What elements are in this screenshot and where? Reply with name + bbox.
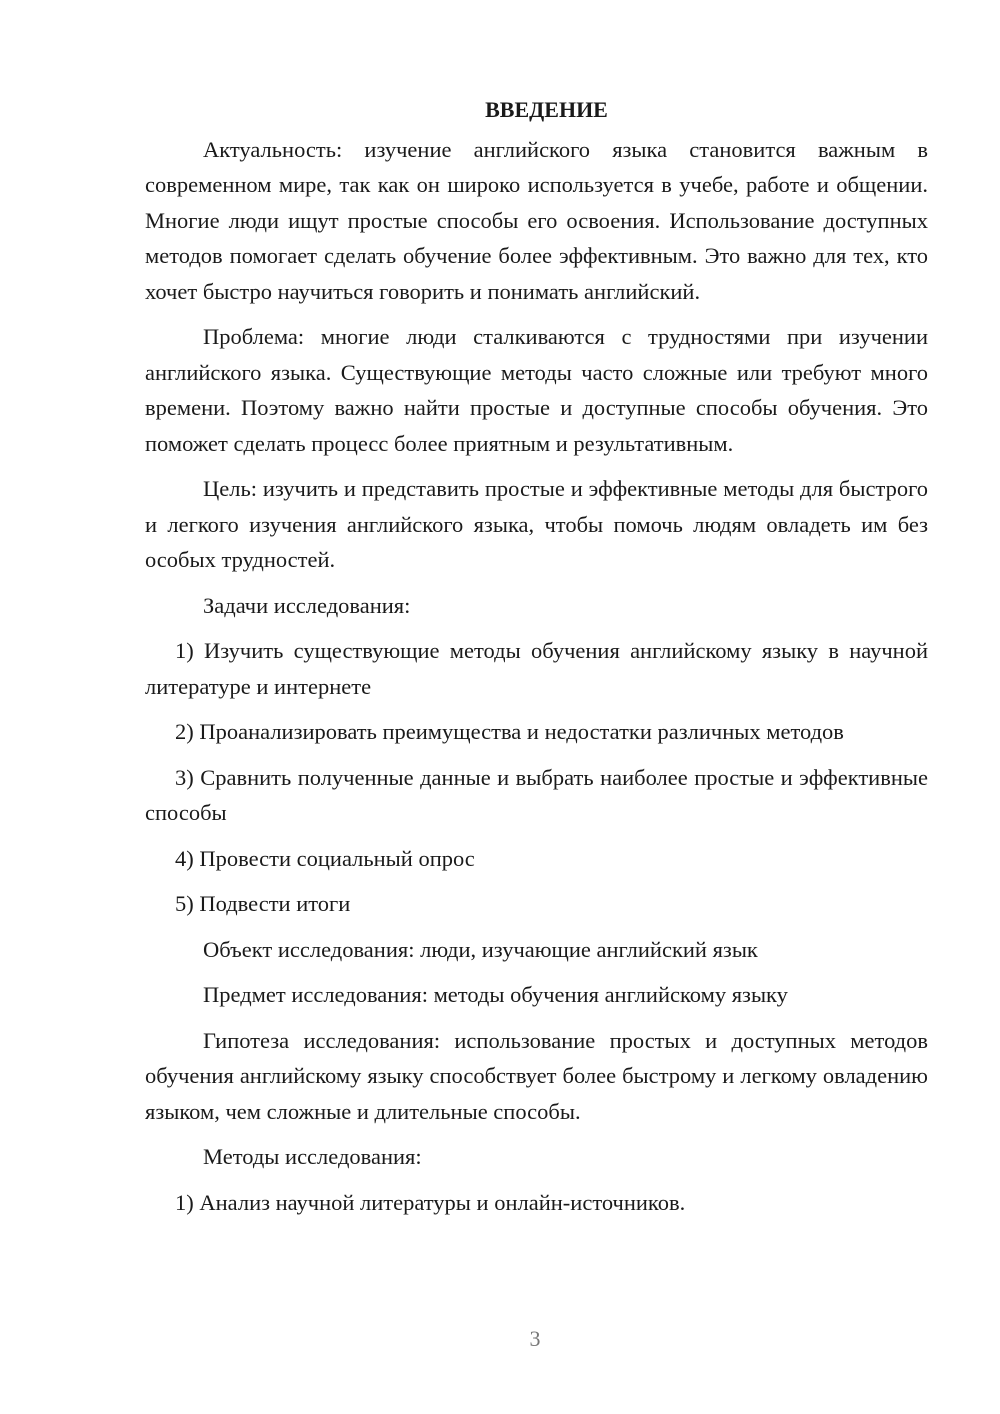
task-item: 5) Подвести итоги bbox=[175, 891, 351, 916]
task-item: 1) Изучить существующие методы обучения английскому языку в научной литературе и интернете bbox=[145, 638, 928, 699]
object-paragraph: Объект исследования: люди, изучающие английский язык bbox=[203, 936, 758, 962]
methods-label: Методы исследования: bbox=[203, 1144, 422, 1169]
relevance-paragraph: Актуальность: изучение английского языка становится важным в современном мире, так как он широко используется в учебе, работе и общении. Многие люди ищут простые способы его освоения. Использование доступных методов помогает сделать обучение более эффективным. Это важно для тех, кто хочет быстро научиться говорить и понимать английский. bbox=[145, 136, 928, 304]
document-page bbox=[145, 92, 928, 1230]
task-item: 3) Сравнить полученные данные и выбрать наиболее простые и эффективные способы bbox=[145, 764, 928, 825]
task-item: 4) Провести социальный опрос bbox=[175, 845, 475, 871]
problem-paragraph: Проблема: многие люди сталкиваются с трудностями при изучении английского языка. Существующие методы часто сложные или требуют много времени. Поэтому важно найти простые и доступные способы обучения. Это поможет сделать процесс более приятным и результативным. bbox=[145, 324, 928, 456]
hypothesis-paragraph: Гипотеза исследования: использование простых и доступных методов обучения английскому языку способствует более быстрому и легкому овладению языком, чем сложные и длительные способы. bbox=[145, 1027, 928, 1124]
subject-paragraph: Предмет исследования: методы обучения английскому языку bbox=[203, 982, 788, 1007]
goal-paragraph: Цель: изучить и представить простые и эффективные методы для быстрого и легкого изучения английского языка, чтобы помочь людям овладеть им без особых трудностей. bbox=[145, 476, 928, 572]
section-title: ВВЕДЕНИЕ bbox=[485, 97, 608, 122]
tasks-label: Задачи исследования: bbox=[203, 592, 411, 618]
method-item: 1) Анализ научной литературы и онлайн-источников. bbox=[175, 1189, 686, 1215]
task-item: 2) Проанализировать преимущества и недостатки различных методов bbox=[175, 719, 844, 744]
page-number: 3 bbox=[529, 1326, 541, 1351]
